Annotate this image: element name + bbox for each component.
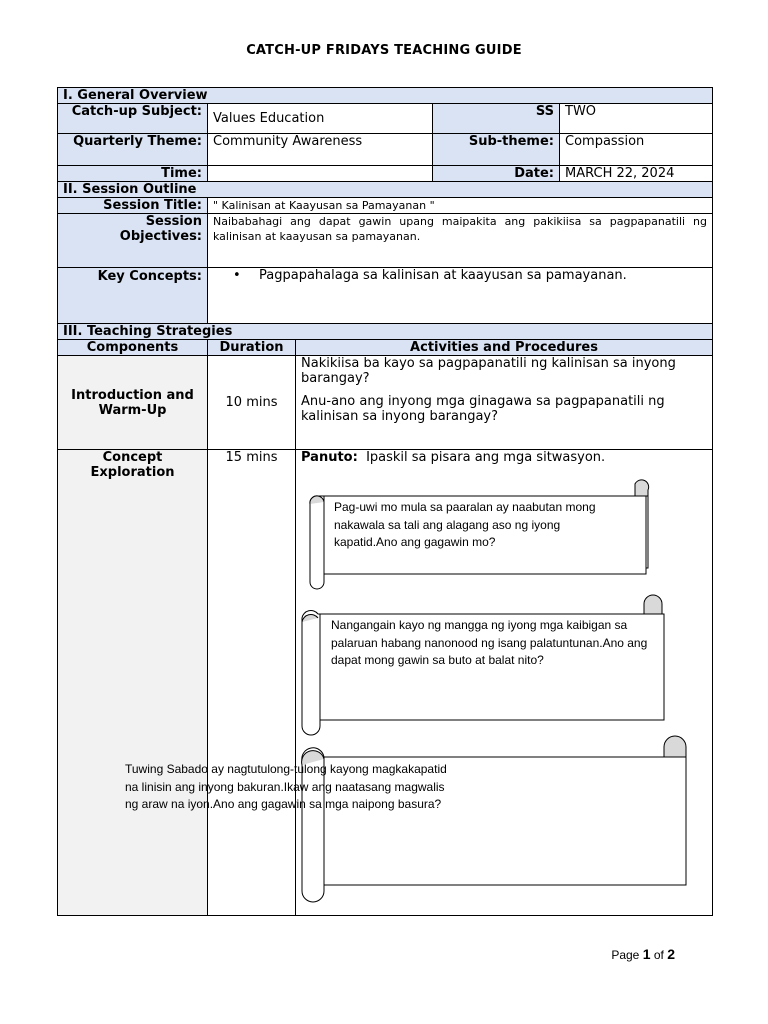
scroll-3-text: Tuwing Sabado ay nagtutulong-tulong kayong magkakapatid na linisin ang inyong bakuran.Ikaw ang naatasang magwalis ng araw na iyon.Ano ang gagawin sa mga naipong basura?	[125, 762, 447, 811]
instruction-label: Panuto:	[301, 450, 358, 465]
duration-intro: 10 mins	[208, 356, 296, 450]
total-pages: 2	[667, 946, 675, 962]
component-intro: Introduction and Warm-Up	[58, 356, 208, 450]
bullet-marker: •	[233, 268, 241, 283]
session-objectives-label: Session Objectives:	[58, 214, 208, 268]
key-concept-text: Pagpapahalaga sa kalinisan at kaayusan sa pamayanan.	[259, 268, 627, 283]
session-title-label: Session Title:	[58, 198, 208, 214]
time-value	[208, 166, 433, 182]
subject-value: Values Education	[208, 104, 433, 134]
scroll-1-text: Pag-uwi mo mula sa paaralan ay naabutan mong nakawala sa tali ang alagang aso ng iyong kapatid.Ano ang gagawin mo?	[334, 500, 596, 549]
scroll-2-text: Nangangain kayo ng mangga ng iyong mga kaibigan sa palaruan habang nanonood ng isang palatuntunan.Ano ang dapat mong gawin sa buto at balat nito?	[331, 618, 648, 667]
time-label: Time:	[58, 166, 208, 182]
page-number	[611, 946, 675, 962]
section-heading-teaching-strategies: III. Teaching Strategies	[58, 324, 713, 340]
date-label: Date:	[433, 166, 560, 182]
date-value: MARCH 22, 2024	[560, 166, 713, 182]
document-title: CATCH-UP FRIDAYS TEACHING GUIDE	[246, 43, 522, 58]
intro-question-2: Anu-ano ang inyong mga ginagawa sa pagpapanatili ng kalinisan sa inyong barangay?	[301, 394, 665, 424]
column-header-duration: Duration	[208, 340, 296, 356]
component-concept: Concept Exploration	[58, 450, 208, 916]
subject-label: Catch-up Subject:	[58, 104, 208, 134]
activities-intro	[296, 356, 713, 450]
page-word: Page	[611, 948, 640, 962]
intro-question-1: Nakikiisa ba kayo sa pagpapanatili ng kalinisan sa inyong barangay?	[301, 356, 676, 386]
ss-value: TWO	[560, 104, 713, 134]
session-title-value: " Kalinisan at Kaayusan sa Pamayanan "	[208, 198, 713, 214]
ss-label: SS	[433, 104, 560, 134]
scroll-3	[298, 733, 693, 905]
column-header-components: Components	[58, 340, 208, 356]
key-concepts-label: Key Concepts:	[58, 268, 208, 324]
subtheme-value: Compassion	[560, 134, 713, 166]
quarterly-theme-value: Community Awareness	[208, 134, 433, 166]
duration-concept: 15 mins	[208, 450, 296, 916]
key-concept-item	[208, 268, 713, 324]
section-heading-session-outline: II. Session Outline	[58, 182, 713, 198]
section-heading-general-overview: I. General Overview	[58, 88, 713, 104]
subtheme-label: Sub-theme:	[433, 134, 560, 166]
current-page: 1	[642, 946, 651, 962]
quarterly-theme-label: Quarterly Theme:	[58, 134, 208, 166]
column-header-activities: Activities and Procedures	[296, 340, 713, 356]
instruction-text: Ipaskil sa pisara ang mga sitwasyon.	[366, 450, 606, 465]
of-word: of	[653, 948, 664, 962]
session-objectives-value: Naibabahagi ang dapat gawin upang maipakita ang pakikiisa sa pagpapanatili ng kalinisan at kaayusan sa pamayanan.	[208, 214, 713, 268]
